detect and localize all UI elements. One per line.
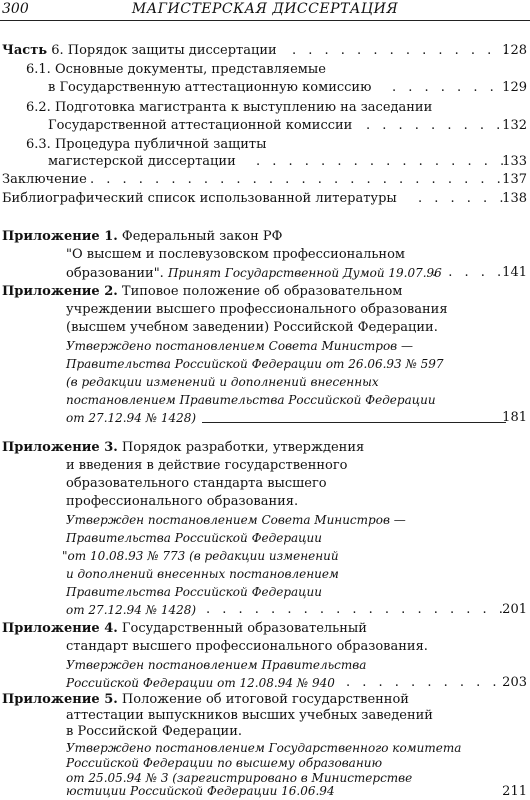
appendix-1[interactable]: Приложение 1. Федеральный закон РФ: [2, 229, 283, 244]
leader-dots: [366, 116, 506, 136]
appendix-label: Приложение 3.: [2, 440, 118, 455]
toc-page-number: 137: [502, 172, 527, 187]
toc-entry-6-2[interactable]: 6.2. Подготовка магистранта к выступлению на заседании: [26, 100, 433, 115]
toc-page-number: 132: [502, 118, 527, 133]
toc-entry-6-3-cont: магистерской диссертации . . . 133: [0, 152, 530, 172]
book-page: 300 МАГИСТЕРСКАЯ ДИССЕРТАЦИЯ Часть 6. Порядок защиты диссертации . . . 128 6.1. Основные документы, представляемые в Государственную аттестационную комиссию . . . 129 6.2. Подготовка магистранта к выступлению на заседании Государственной аттестационной комиссии . . . 132 6.3. Процедура публичной защиты магистерской диссертации . . . 133 Заключение . . . 137 Библиографический список использованной литературы . . . 138 Приложение 1. Федеральный закон РФ "О высшем и послевузовском профессиональном образовании". Принят Государственной Думой 19.07.96 . . . 141 Приложение 2. Типовое положение об образовательном учреждении высшего профессионального образования (высшем учебном заведении) Российской Федерации. Утверждено постановлением Совета Министров — Правительства Российской Федерации от 26.06.93 № 597 (в редакции изменений и дополнений внесенных постановлением Правительства Российской Федерации от 27.12.94 № 1428) 181 Приложение 3. Порядок разработки, утверждения и введения в действие государственного образовательного стандарта высшего профессионального образования. Утвержден постановлением Совета Министров — Правительства Российской Федерации "от 10.08.93 № 773 (в редакции изменений и дополнений внесенных постановлением Правительства Российской Федерации от 27.12.94 № 1428) . . . 201 Приложение 4. Государственный образовательный стандарт высшего профессионального образования. Утвержден постановлением Правительства Российской Федерации от 12.08.94 № 940 . . . 203 Приложение 5. Положение об итоговой государственной аттестации выпускников высших учебных заведений в Российской Федерации. Утверждено постановлением Государственного комитета Российской Федерации по высшему образованию от 25.05.94 № 3 (зарегистрировано в Министерстве юстиции Российской Федерации 16.06.94 211: [0, 0, 530, 800]
toc-page-number: 211: [502, 784, 527, 799]
appendix-label: Приложение 2.: [2, 284, 118, 299]
appendix-4[interactable]: Приложение 4. Государственный образовательный: [2, 621, 367, 636]
leader-dots: [206, 600, 506, 620]
toc-page-number: 141: [502, 265, 527, 280]
appendix-label: Приложение 5.: [2, 692, 118, 707]
toc-entry-6-1[interactable]: 6.1. Основные документы, представляемые: [26, 62, 326, 77]
leader-dots: [418, 189, 506, 209]
toc-page-number: 138: [502, 191, 527, 206]
toc-page-number: 129: [502, 80, 527, 95]
appendix-2[interactable]: Приложение 2. Типовое положение об образовательном: [2, 284, 403, 299]
page-number: 300: [2, 1, 29, 17]
toc-entry-6-2-cont: Государственной аттестационной комиссии . . . 132: [0, 116, 530, 136]
toc-page-number: 128: [502, 43, 527, 58]
toc-entry-6-1-cont: в Государственную аттестационную комиссию . . . 129: [0, 78, 530, 98]
leader-rule: [202, 422, 506, 423]
leader-dots: [432, 263, 506, 283]
leader-dots: [292, 41, 506, 61]
toc-entry-bibliography[interactable]: Библиографический список использованной литературы . . . 138: [0, 189, 530, 209]
running-title: МАГИСТЕРСКАЯ ДИССЕРТАЦИЯ: [131, 1, 399, 17]
toc-entry-part6[interactable]: Часть 6. Порядок защиты диссертации . . . 128: [0, 41, 530, 61]
leader-dots: [392, 78, 506, 98]
appendix-label: Приложение 1.: [2, 229, 118, 244]
toc-page-number: 201: [502, 602, 527, 617]
part-label: Часть: [2, 43, 48, 58]
appendix-5[interactable]: Приложение 5. Положение об итоговой государственной: [2, 692, 409, 707]
toc-page-number: 133: [502, 154, 527, 169]
toc-page-number: 181: [502, 410, 527, 425]
leader-dots: [256, 152, 506, 172]
toc-entry-conclusion[interactable]: Заключение . . . 137: [0, 170, 530, 190]
leader-dots: [90, 170, 506, 190]
appendix-3[interactable]: Приложение 3. Порядок разработки, утверждения: [2, 440, 365, 455]
page-header: [0, 0, 530, 21]
toc-entry-6-3[interactable]: 6.3. Процедура публичной защиты: [26, 137, 267, 152]
appendix-label: Приложение 4.: [2, 621, 118, 636]
toc-page-number: 203: [502, 675, 527, 690]
